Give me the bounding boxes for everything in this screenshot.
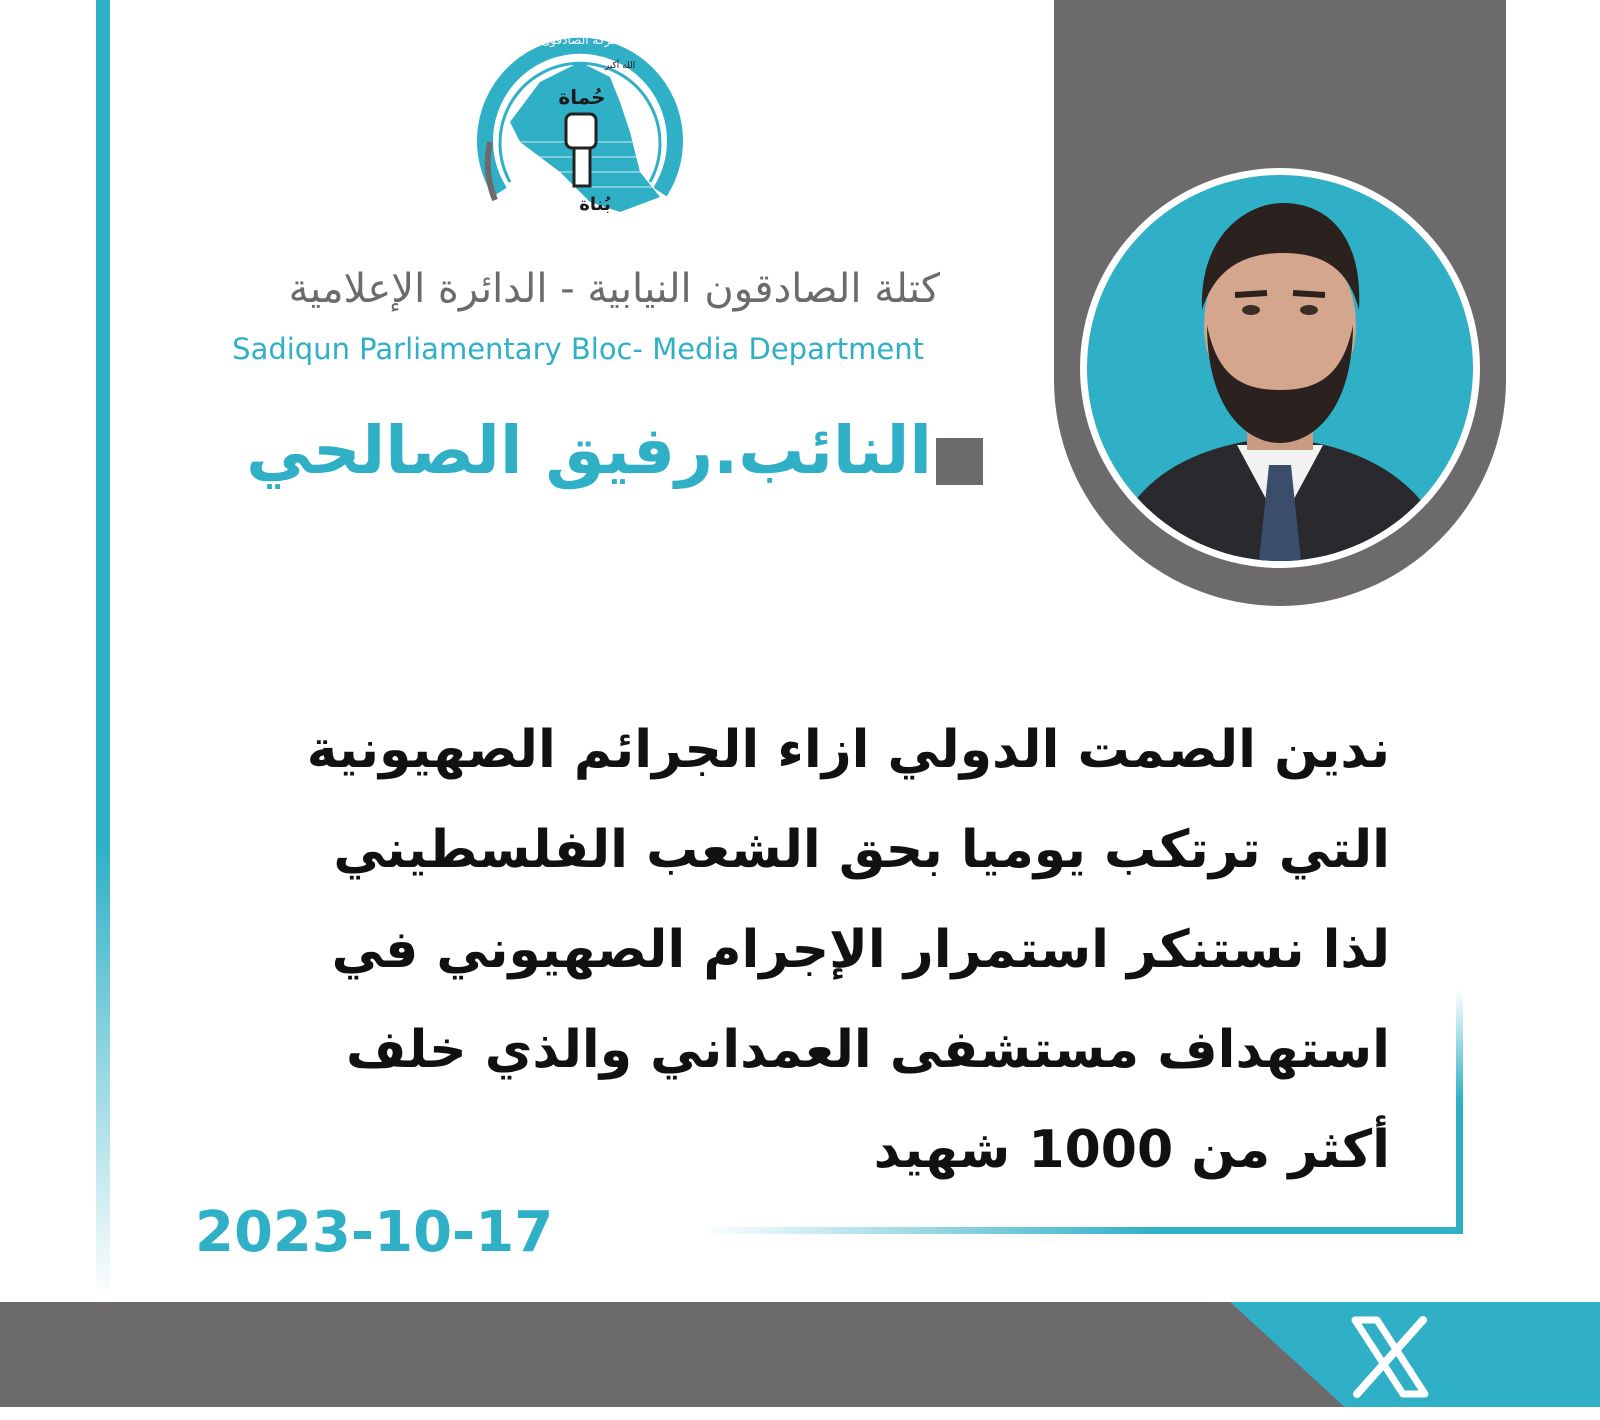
mp-portrait [1087,175,1473,561]
logo-slogan: الله أكبر [604,61,636,71]
bloc-name-english: Sadiqun Parliamentary Bloc- Media Department [232,332,924,366]
statement-bracket-horizontal [700,1227,1463,1234]
statement-line: التي ترتكب يوميا بحق الشعب الفلسطيني [333,820,1390,880]
statement-bracket-vertical [1456,990,1463,1234]
statement-date: 2023-10-17 [195,1200,554,1265]
x-logo-icon[interactable] [1345,1312,1435,1402]
movement-logo [470,22,690,232]
name-bullet [936,438,983,485]
logo-ring-text: حركة الصادقون [541,33,619,47]
statement-line: لذا نستنكر استمرار الإجرام الصهيوني في [331,920,1390,980]
statement-line: ندين الصمت الدولي ازاء الجرائم الصهيونية [306,720,1390,780]
mp-name: النائب.رفيق الصالحي [246,412,932,489]
statement-line: أكثر من 1000 شهيد [873,1120,1390,1180]
logo-bottom-word: بُناة [579,194,611,215]
left-accent-bar [96,0,110,1300]
logo-top-word: حُماة [558,85,606,109]
statement-line: استهداف مستشفى العمداني والذي خلف [345,1020,1390,1080]
bloc-name-arabic: كتلة الصادقون النيابية - الدائرة الإعلامية [288,266,940,312]
statement-text [190,700,1390,1200]
